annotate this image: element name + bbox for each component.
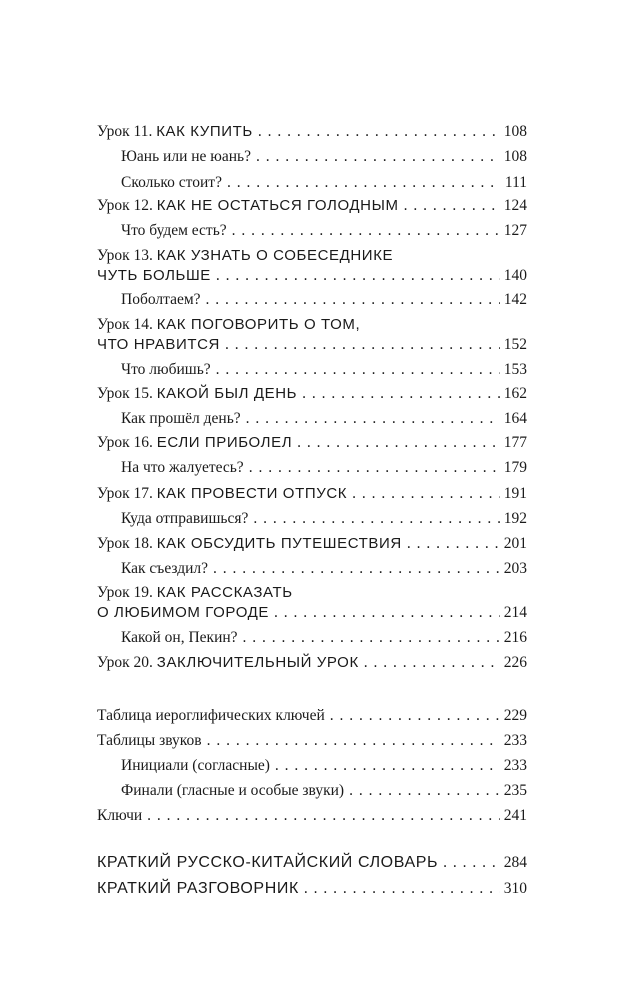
- dot-leader: [225, 335, 500, 355]
- page-number: 233: [503, 757, 527, 774]
- page-number: 153: [503, 361, 527, 378]
- lesson-title: КАК ОБСУДИТЬ ПУТЕШЕСТВИЯ: [156, 535, 402, 552]
- section-title: КРАТКИЙ РУССКО-КИТАЙСКИЙ СЛОВАРЬ: [97, 854, 439, 871]
- appendix-subtitle: Инициали (согласные): [121, 757, 270, 774]
- lesson-prefix: Урок 14.: [97, 316, 153, 333]
- dot-leader: [304, 879, 500, 899]
- dot-leader: [246, 409, 500, 429]
- lesson-title: ЗАКЛЮЧИТЕЛЬНЫЙ УРОК: [156, 654, 359, 671]
- toc-subsection[interactable]: [97, 559, 527, 579]
- toc-subsection[interactable]: [97, 458, 527, 478]
- lesson-prefix: Урок 18.: [97, 535, 153, 552]
- page-number: 127: [503, 222, 527, 239]
- page-number: 179: [503, 459, 527, 476]
- lesson-title-line-1: КАК РАССКАЗАТЬ: [156, 584, 293, 601]
- toc-appendix-subitem[interactable]: [97, 781, 527, 801]
- dot-leader: [147, 806, 500, 826]
- page-number: 124: [503, 197, 527, 214]
- page-number: 284: [503, 854, 527, 871]
- toc-subsection[interactable]: [97, 147, 527, 167]
- page-number: 241: [503, 807, 527, 824]
- dot-leader: [206, 290, 500, 310]
- page-number: 108: [503, 123, 527, 140]
- dot-leader: [216, 266, 500, 286]
- page-number: 152: [503, 336, 527, 353]
- dot-leader: [330, 706, 500, 726]
- dot-leader: [404, 196, 500, 216]
- dot-leader: [407, 534, 500, 554]
- dot-leader: [216, 360, 500, 380]
- dot-leader: [213, 559, 500, 579]
- page-number: 226: [503, 654, 527, 671]
- page-number: 235: [503, 782, 527, 799]
- appendix-subtitle: Финали (гласные и особые звуки): [121, 782, 345, 799]
- toc-lesson-20[interactable]: [97, 653, 527, 673]
- lesson-prefix: Урок 15.: [97, 385, 153, 402]
- page-number: 201: [503, 535, 527, 552]
- subsection-title: Куда отправишься?: [121, 510, 249, 527]
- page-number: 214: [503, 604, 527, 621]
- toc-subsection[interactable]: [97, 290, 527, 310]
- page-number: 191: [503, 485, 527, 502]
- page-number: 192: [503, 510, 527, 527]
- lesson-title-line-2: ЧУТЬ БОЛЬШЕ: [97, 267, 211, 284]
- page-number: 142: [503, 291, 527, 308]
- toc-lesson-17[interactable]: [97, 484, 527, 504]
- page-number: 111: [504, 174, 527, 191]
- page-number: 162: [503, 385, 527, 402]
- subsection-title: Что будем есть?: [121, 222, 227, 239]
- page-number: 140: [503, 267, 527, 284]
- toc-appendix-subitem[interactable]: [97, 756, 527, 776]
- toc-lesson-11[interactable]: [97, 122, 527, 142]
- lesson-title: КАК НЕ ОСТАТЬСЯ ГОЛОДНЫМ: [156, 197, 399, 214]
- lesson-title-line-1: КАК ПОГОВОРИТЬ О ТОМ,: [156, 316, 361, 333]
- toc-subsection[interactable]: [97, 409, 527, 429]
- subsection-title: Что любишь?: [121, 361, 211, 378]
- lesson-title-line-1: КАК УЗНАТЬ О СОБЕСЕДНИКЕ: [156, 247, 394, 264]
- subsection-title: Поболтаем?: [121, 291, 201, 308]
- dot-leader: [243, 628, 500, 648]
- subsection-title: Какой он, Пекин?: [121, 629, 238, 646]
- subsection-title: Юань или не юань?: [121, 148, 252, 165]
- dot-leader: [249, 458, 500, 478]
- lesson-title: КАК КУПИТЬ: [156, 123, 253, 140]
- page-number: 310: [503, 880, 527, 897]
- toc-lesson-16[interactable]: [97, 433, 527, 453]
- dot-leader: [258, 122, 500, 142]
- toc-subsection[interactable]: [97, 221, 527, 241]
- dot-leader: [232, 221, 500, 241]
- dot-leader: [253, 509, 499, 529]
- dot-leader: [302, 384, 500, 404]
- lesson-prefix: Урок 17.: [97, 485, 153, 502]
- lesson-prefix: Урок 19.: [97, 584, 153, 601]
- page-number: 203: [503, 560, 527, 577]
- lesson-title: ЕСЛИ ПРИБОЛЕЛ: [156, 434, 293, 451]
- lesson-title-line-2: ЧТО НРАВИТСЯ: [97, 336, 220, 353]
- lesson-title-line-2: О ЛЮБИМОМ ГОРОДЕ: [97, 604, 270, 621]
- toc-appendix-item[interactable]: [97, 731, 527, 751]
- dot-leader: [297, 433, 500, 453]
- appendix-title: Ключи: [97, 807, 143, 824]
- subsection-title: На что жалуетесь?: [121, 459, 244, 476]
- page-number: 164: [503, 410, 527, 427]
- dot-leader: [207, 731, 500, 751]
- dot-leader: [274, 603, 500, 623]
- toc-subsection[interactable]: [97, 360, 527, 380]
- subsection-title: Сколько стоит?: [121, 174, 222, 191]
- page-number: 216: [503, 629, 527, 646]
- dot-leader: [364, 653, 500, 673]
- toc-appendix-item[interactable]: [97, 806, 527, 826]
- toc-subsection[interactable]: [97, 628, 527, 648]
- toc-lesson-12[interactable]: [97, 196, 527, 216]
- lesson-title: КАК ПРОВЕСТИ ОТПУСК: [156, 485, 348, 502]
- toc-phrasebook[interactable]: [97, 879, 527, 899]
- toc-appendix-item[interactable]: [97, 706, 527, 726]
- page-number: 177: [503, 434, 527, 451]
- toc-dictionary[interactable]: [97, 853, 527, 873]
- toc-lesson-18[interactable]: [97, 534, 527, 554]
- lesson-prefix: Урок 20.: [97, 654, 153, 671]
- page-number: 233: [503, 732, 527, 749]
- appendix-title: Таблица иероглифических ключей: [97, 707, 325, 724]
- lesson-title: КАКОЙ БЫЛ ДЕНЬ: [156, 385, 298, 402]
- dot-leader: [349, 781, 500, 801]
- lesson-prefix: Урок 16.: [97, 434, 153, 451]
- toc-subsection[interactable]: [97, 509, 527, 529]
- toc-lesson-19[interactable]: [97, 583, 527, 623]
- lesson-prefix: Урок 11.: [97, 123, 153, 140]
- appendix-title: Таблицы звуков: [97, 732, 202, 749]
- section-title: КРАТКИЙ РАЗГОВОРНИК: [97, 880, 299, 897]
- page-number: 108: [503, 148, 527, 165]
- dot-leader: [352, 484, 500, 504]
- toc-lesson-15[interactable]: [97, 384, 527, 404]
- dot-leader: [227, 173, 501, 193]
- subsection-title: Как прошёл день?: [121, 410, 241, 427]
- toc-lesson-14[interactable]: [97, 315, 527, 355]
- dot-leader: [443, 853, 500, 873]
- subsection-title: Как съездил?: [121, 560, 209, 577]
- toc-subsection[interactable]: [97, 173, 527, 193]
- dot-leader: [256, 147, 500, 167]
- toc-lesson-13[interactable]: [97, 246, 527, 286]
- dot-leader: [275, 756, 500, 776]
- page-number: 229: [503, 707, 527, 724]
- lesson-prefix: Урок 12.: [97, 197, 153, 214]
- lesson-prefix: Урок 13.: [97, 247, 153, 264]
